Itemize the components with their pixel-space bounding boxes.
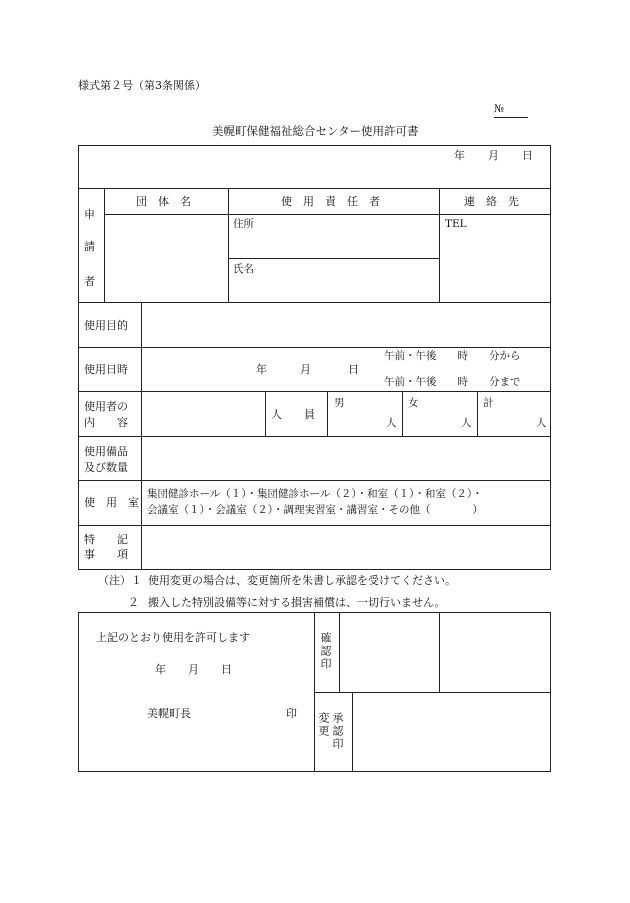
equipment-label-1: 使用備品: [84, 445, 128, 458]
remarks-label-1: 特 記: [84, 533, 128, 546]
equipment-label-2: 及び数量: [84, 461, 128, 474]
total-label: 計: [483, 397, 494, 409]
rooms-line-1: 集団健診ホール（１）・集団健診ホール（２）・和室（１）・和室（２）・: [147, 488, 483, 500]
permit-date: 年 月 日: [155, 663, 232, 676]
tel-label: TEL: [445, 218, 467, 230]
page-title: 美幌町保健福祉総合センター使用許可書: [212, 124, 419, 138]
datetime-label: 使用日時: [84, 363, 128, 376]
end-time: 午前・午後 時 分まで: [384, 376, 521, 388]
users-label-1: 使用者の: [84, 400, 128, 413]
address-label: 住所: [233, 218, 254, 230]
remarks-label-2: 事 項: [84, 548, 128, 561]
issue-year: 年: [454, 149, 465, 162]
total-unit: 人: [536, 417, 547, 429]
permit-statement: 上記のとおり使用を許可します: [96, 631, 250, 644]
purpose-label: 使用目的: [84, 319, 128, 332]
rooms-label: 使 用 室: [84, 496, 139, 509]
female-unit: 人: [461, 417, 472, 429]
note-2-prefix: ２: [128, 596, 139, 609]
mayor-label: 美幌町長: [147, 707, 191, 720]
applicant-label-1: 申: [84, 208, 95, 221]
issue-day: 日: [522, 149, 533, 162]
change-label: 変更: [317, 712, 330, 738]
female-label: 女: [408, 397, 419, 409]
users-label-2: 内 容: [84, 416, 128, 429]
note-2-text: 搬入した特別設備等に対する損害補償は、一切行いません。: [148, 596, 446, 609]
document-number-label: №: [494, 103, 504, 115]
headcount-label: 人 員: [271, 408, 315, 421]
name-label: 氏名: [233, 263, 254, 275]
form-number: 様式第２号（第3条関係）: [78, 79, 206, 92]
confirm-seal-label: 確認印: [319, 632, 332, 671]
start-time: 午前・午後 時 分から: [384, 350, 521, 362]
use-year: 年: [256, 363, 267, 376]
document-number-underline: [494, 117, 528, 118]
rooms-line-2: 会議室（１）・会議室（２）・調理実習室・講習室・その他（ ）: [147, 504, 483, 516]
note-1-prefix: （注）１: [98, 574, 142, 587]
applicant-label-3: 者: [84, 275, 95, 288]
responsible-person-header: 使 用 責 任 者: [281, 195, 380, 208]
note-1-text: 使用変更の場合は、変更箇所を朱書し承認を受けてください。: [148, 574, 456, 587]
use-month: 月: [300, 363, 311, 376]
applicant-label-2: 請: [84, 240, 95, 253]
group-name-header: 団 体 名: [136, 195, 191, 208]
mayor-seal: 印: [286, 707, 297, 720]
issue-month: 月: [488, 149, 499, 162]
male-label: 男: [334, 397, 345, 409]
contact-header: 連 絡 先: [464, 195, 519, 208]
male-unit: 人: [386, 417, 397, 429]
approval-seal-label: 承認印: [331, 712, 344, 751]
use-day: 日: [348, 363, 359, 376]
